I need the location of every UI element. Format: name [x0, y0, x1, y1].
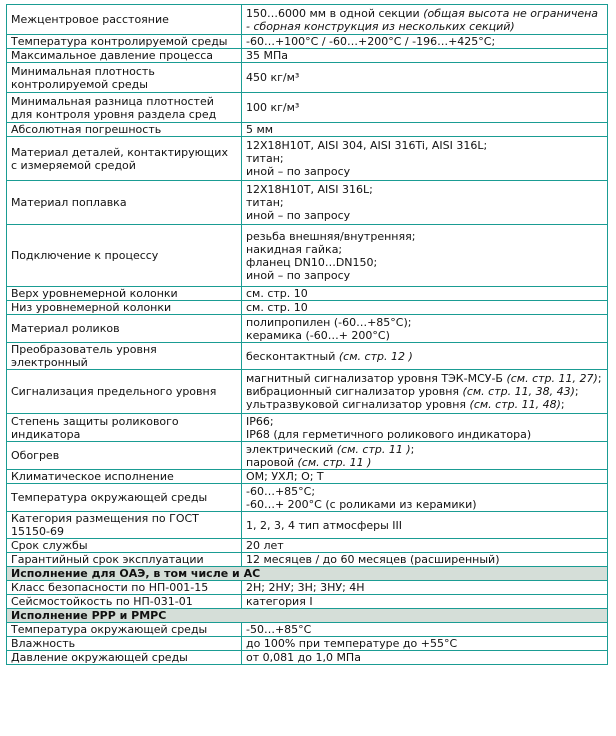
spec-row	[7, 5, 608, 35]
spec-value-text: электрический	[246, 442, 337, 456]
spec-row	[7, 225, 608, 287]
spec-row	[7, 137, 608, 181]
spec-row	[7, 63, 608, 93]
spec-value-text: ультразвуковой сигнализатор уровня	[246, 398, 470, 411]
spec-value-text: см. стр. 10	[246, 301, 308, 314]
section-title: Исполнение для ОАЭ, в том числе и АС	[7, 567, 608, 581]
spec-value-text: бесконтактный	[246, 349, 339, 363]
spec-value	[242, 63, 608, 93]
spec-value	[242, 49, 608, 63]
spec-value-note: (см. стр. 11, 38, 43)	[462, 385, 575, 398]
spec-value	[242, 93, 608, 123]
spec-value-text: от 0,081 до 1,0 МПа	[246, 651, 361, 664]
spec-parameter: Влажность	[7, 637, 242, 651]
spec-value	[242, 181, 608, 225]
spec-row	[7, 315, 608, 343]
spec-parameter: Температура окружающей среды	[7, 623, 242, 637]
spec-value-note: (общая высота не ограничена - сборная конструкция из нескольких секций)	[246, 6, 599, 33]
spec-value	[242, 539, 608, 553]
spec-row	[7, 301, 608, 315]
spec-row	[7, 343, 608, 370]
spec-value-text: IP66;	[246, 414, 274, 428]
spec-value-text: см. стр. 10	[246, 287, 308, 300]
spec-value	[242, 301, 608, 315]
spec-parameter: Категория размещения по ГОСТ 15150-69	[7, 512, 242, 539]
spec-value-text: 450 кг/м³	[246, 71, 300, 84]
spec-value-text: ;	[597, 372, 602, 385]
spec-row	[7, 651, 608, 665]
spec-row	[7, 414, 608, 442]
spec-row	[7, 581, 608, 595]
spec-row	[7, 181, 608, 225]
spec-row	[7, 484, 608, 512]
spec-parameter: Класс безопасности по НП-001-15	[7, 581, 242, 595]
spec-value-text: фланец DN10…DN150;	[246, 255, 378, 269]
spec-value-note: (см. стр. 11 )	[297, 455, 372, 469]
spec-value-text: титан;	[246, 152, 284, 165]
spec-value-text: 20 лет	[246, 539, 284, 552]
spec-parameter: Верх уровнемерной колонки	[7, 287, 242, 301]
spec-value	[242, 137, 608, 181]
spec-parameter: Подключение к процессу	[7, 225, 242, 287]
spec-value-text: полипропилен (-60…+85°С);	[246, 315, 412, 329]
spec-parameter: Минимальная разница плотностей для контроля уровня раздела сред	[7, 93, 242, 123]
spec-value-text: накидная гайка;	[246, 242, 343, 256]
spec-row	[7, 442, 608, 470]
spec-parameter: Сейсмостойкость по НП-031-01	[7, 595, 242, 609]
spec-parameter: Температура окружающей среды	[7, 484, 242, 512]
spec-parameter: Материал роликов	[7, 315, 242, 343]
spec-row	[7, 35, 608, 49]
specifications-table-body	[7, 5, 608, 665]
spec-value	[242, 484, 608, 512]
spec-row	[7, 539, 608, 553]
spec-value-note: (см. стр. 11 )	[336, 442, 411, 456]
spec-row	[7, 123, 608, 137]
spec-row	[7, 595, 608, 609]
spec-value	[242, 512, 608, 539]
spec-value	[242, 470, 608, 484]
spec-value-text: 12Х18Н10Т, AISI 304, AISI 316Ti, AISI 316L;	[246, 139, 488, 152]
spec-value-text: иной – по запросу	[246, 209, 351, 222]
spec-parameter: Межцентровое расстояние	[7, 5, 242, 35]
spec-value	[242, 370, 608, 414]
spec-parameter: Материал поплавка	[7, 181, 242, 225]
spec-value-text: паровой	[246, 455, 298, 469]
spec-parameter: Низ уровнемерной колонки	[7, 301, 242, 315]
spec-value-text: керамика (-60…+ 200°С)	[246, 328, 390, 342]
spec-value-text: IP68 (для герметичного роликового индикатора)	[246, 427, 532, 441]
spec-row	[7, 287, 608, 301]
spec-value-text: иной – по запросу	[246, 165, 351, 178]
spec-value-text: 150…6000 мм в одной секции	[246, 6, 424, 20]
spec-value-text: иной – по запросу	[246, 268, 351, 282]
spec-value	[242, 225, 608, 287]
spec-value	[242, 5, 608, 35]
spec-value-text: -50…+85°С	[246, 623, 312, 636]
spec-parameter: Температура контролируемой среды	[7, 35, 242, 49]
spec-row	[7, 93, 608, 123]
spec-value-text: 12Х18Н10Т, AISI 316L;	[246, 183, 373, 196]
spec-value	[242, 343, 608, 370]
spec-value-text: ;	[574, 385, 579, 398]
spec-parameter: Максимальное давление процесса	[7, 49, 242, 63]
spec-value	[242, 637, 608, 651]
spec-row	[7, 553, 608, 567]
spec-value-text: -60…+100°С / -60…+200°С / -196…+425°С;	[246, 35, 496, 48]
spec-parameter: Минимальная плотность контролируемой среды	[7, 63, 242, 93]
spec-value	[242, 414, 608, 442]
spec-value-text: -60…+85°С;	[246, 484, 316, 498]
spec-value	[242, 315, 608, 343]
section-header-row	[7, 567, 608, 581]
spec-value-text: магнитный сигнализатор уровня ТЭК-МСУ-Б	[246, 372, 507, 385]
specifications-table	[6, 4, 608, 665]
spec-parameter: Сигнализация предельного уровня	[7, 370, 242, 414]
section-title: Исполнение РРР и РМРС	[7, 609, 608, 623]
spec-value	[242, 287, 608, 301]
spec-value-text: 5 мм	[246, 123, 274, 136]
spec-parameter: Гарантийный срок эксплуатации	[7, 553, 242, 567]
spec-parameter: Давление окружающей среды	[7, 651, 242, 665]
spec-value	[242, 623, 608, 637]
spec-value-text: титан;	[246, 196, 284, 209]
spec-parameter: Обогрев	[7, 442, 242, 470]
spec-parameter: Срок службы	[7, 539, 242, 553]
spec-parameter: Степень защиты роликового индикатора	[7, 414, 242, 442]
spec-value	[242, 651, 608, 665]
spec-value-note: (см. стр. 12 )	[338, 349, 413, 363]
spec-row	[7, 470, 608, 484]
spec-value-text: ;	[560, 398, 565, 411]
spec-value	[242, 123, 608, 137]
spec-row	[7, 512, 608, 539]
spec-row	[7, 623, 608, 637]
spec-row	[7, 49, 608, 63]
spec-value-text: -60…+ 200°С (с роликами из керамики)	[246, 497, 477, 511]
spec-value-text: категория I	[246, 595, 313, 608]
spec-value	[242, 553, 608, 567]
spec-value-text: резьба внешняя/внутренняя;	[246, 229, 416, 243]
spec-value-text: 12 месяцев / до 60 месяцев (расширенный)	[246, 553, 500, 566]
spec-row	[7, 637, 608, 651]
spec-value-text: 1, 2, 3, 4 тип атмосферы III	[246, 518, 403, 532]
spec-value-text: до 100% при температуре до +55°С	[246, 637, 458, 650]
spec-parameter: Преобразователь уровня электронный	[7, 343, 242, 370]
spec-value	[242, 442, 608, 470]
spec-value-note: (см. стр. 11, 27)	[506, 372, 598, 385]
section-header-row	[7, 609, 608, 623]
spec-value-text: 35 МПа	[246, 49, 288, 62]
spec-value-text: ОМ; УХЛ; О; Т	[246, 470, 324, 483]
spec-value-text: 2Н; 2НУ; 3Н; 3НУ; 4Н	[246, 581, 365, 594]
spec-parameter: Абсолютная погрешность	[7, 123, 242, 137]
spec-value	[242, 595, 608, 609]
spec-parameter: Материал деталей, контактирующих с измеряемой средой	[7, 137, 242, 181]
spec-value-text: ;	[410, 442, 415, 456]
spec-parameter: Климатическое исполнение	[7, 470, 242, 484]
spec-value	[242, 35, 608, 49]
spec-value-note: (см. стр. 11, 48)	[469, 398, 561, 411]
spec-value-text: вибрационный сигнализатор уровня	[246, 385, 463, 398]
spec-value	[242, 581, 608, 595]
spec-row	[7, 370, 608, 414]
spec-value-text: 100 кг/м³	[246, 101, 300, 114]
